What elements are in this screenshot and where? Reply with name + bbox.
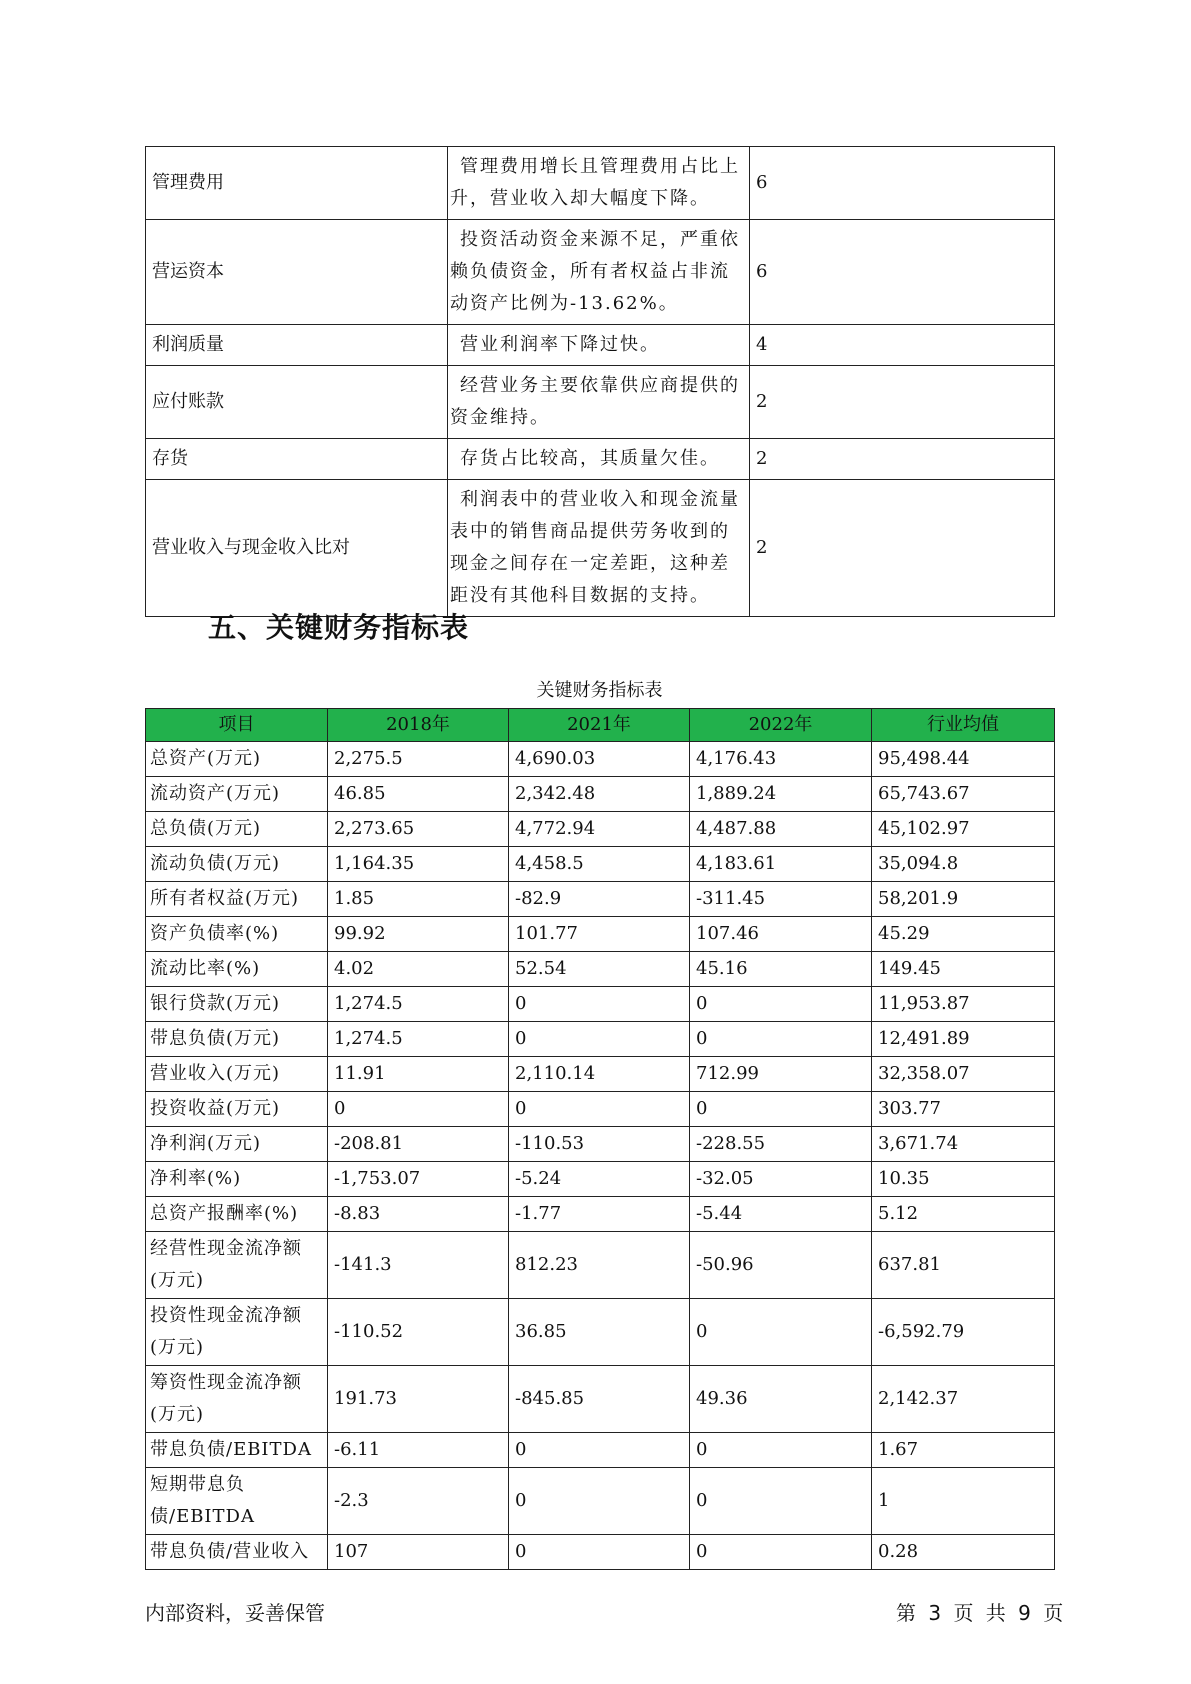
kpi-row xyxy=(146,777,1055,812)
kpi-2022: 0 xyxy=(690,1468,872,1535)
risk-score: 2 xyxy=(750,480,1055,617)
kpi-row xyxy=(146,1197,1055,1232)
kpi-header-item: 项目 xyxy=(146,709,328,742)
kpi-industry-avg: 149.45 xyxy=(872,952,1055,987)
kpi-2021: 2,342.48 xyxy=(509,777,690,812)
kpi-label: 短期带息负债/EBITDA xyxy=(146,1468,328,1535)
risk-row xyxy=(146,439,1055,480)
kpi-table xyxy=(145,708,1055,1570)
kpi-label: 总负债(万元) xyxy=(146,812,328,847)
kpi-2018: 4.02 xyxy=(328,952,509,987)
kpi-industry-avg: 0.28 xyxy=(872,1535,1055,1570)
kpi-2018: 46.85 xyxy=(328,777,509,812)
kpi-industry-avg: -6,592.79 xyxy=(872,1299,1055,1366)
kpi-industry-avg: 1 xyxy=(872,1468,1055,1535)
kpi-2022: 0 xyxy=(690,1092,872,1127)
kpi-row xyxy=(146,1535,1055,1570)
risk-score: 6 xyxy=(750,220,1055,325)
kpi-row xyxy=(146,847,1055,882)
kpi-2018: -141.3 xyxy=(328,1232,509,1299)
kpi-2018: -110.52 xyxy=(328,1299,509,1366)
risk-item: 管理费用 xyxy=(146,147,448,220)
kpi-row xyxy=(146,1057,1055,1092)
kpi-2018: 99.92 xyxy=(328,917,509,952)
kpi-label: 净利率(%) xyxy=(146,1162,328,1197)
kpi-2021: 812.23 xyxy=(509,1232,690,1299)
kpi-2022: -311.45 xyxy=(690,882,872,917)
risk-description: 利润表中的营业收入和现金流量表中的销售商品提供劳务收到的现金之间存在一定差距，这种差距没有其他科目数据的支持。 xyxy=(448,480,750,617)
kpi-industry-avg: 637.81 xyxy=(872,1232,1055,1299)
risk-row xyxy=(146,147,1055,220)
risk-item: 应付账款 xyxy=(146,366,448,439)
risk-item: 营业收入与现金收入比对 xyxy=(146,480,448,617)
risk-row xyxy=(146,366,1055,439)
kpi-row xyxy=(146,882,1055,917)
kpi-header-row xyxy=(146,709,1055,742)
kpi-2021: 4,458.5 xyxy=(509,847,690,882)
risk-row xyxy=(146,325,1055,366)
kpi-header-2022: 2022年 xyxy=(690,709,872,742)
kpi-label: 带息负债/EBITDA xyxy=(146,1433,328,1468)
kpi-2022: 0 xyxy=(690,1022,872,1057)
kpi-2018: 1,164.35 xyxy=(328,847,509,882)
risk-item: 存货 xyxy=(146,439,448,480)
footer-confidential: 内部资料，妥善保管 xyxy=(145,1601,325,1625)
kpi-label: 总资产报酬率(%) xyxy=(146,1197,328,1232)
kpi-label: 营业收入(万元) xyxy=(146,1057,328,1092)
risk-score: 2 xyxy=(750,439,1055,480)
kpi-2022: 49.36 xyxy=(690,1366,872,1433)
kpi-2022: 712.99 xyxy=(690,1057,872,1092)
kpi-industry-avg: 12,491.89 xyxy=(872,1022,1055,1057)
kpi-2021: -82.9 xyxy=(509,882,690,917)
table-caption: 关键财务指标表 xyxy=(536,680,663,701)
kpi-2018: -2.3 xyxy=(328,1468,509,1535)
kpi-label: 总资产(万元) xyxy=(146,742,328,777)
kpi-label: 投资性现金流净额(万元) xyxy=(146,1299,328,1366)
kpi-2021: 0 xyxy=(509,1433,690,1468)
kpi-2021: 36.85 xyxy=(509,1299,690,1366)
kpi-table-body xyxy=(146,742,1055,1570)
kpi-2021: 0 xyxy=(509,1468,690,1535)
kpi-industry-avg: 11,953.87 xyxy=(872,987,1055,1022)
kpi-industry-avg: 3,671.74 xyxy=(872,1127,1055,1162)
section-title: 五、关键财务指标表 xyxy=(208,611,470,644)
kpi-2022: 0 xyxy=(690,1299,872,1366)
kpi-2021: -845.85 xyxy=(509,1366,690,1433)
kpi-2022: -50.96 xyxy=(690,1232,872,1299)
kpi-industry-avg: 65,743.67 xyxy=(872,777,1055,812)
kpi-label: 经营性现金流净额(万元) xyxy=(146,1232,328,1299)
kpi-industry-avg: 35,094.8 xyxy=(872,847,1055,882)
kpi-2018: -1,753.07 xyxy=(328,1162,509,1197)
kpi-2018: 1,274.5 xyxy=(328,1022,509,1057)
kpi-header-2018: 2018年 xyxy=(328,709,509,742)
risk-item: 利润质量 xyxy=(146,325,448,366)
kpi-row xyxy=(146,1299,1055,1366)
kpi-2018: 11.91 xyxy=(328,1057,509,1092)
risk-score: 6 xyxy=(750,147,1055,220)
risk-description: 经营业务主要依靠供应商提供的资金维持。 xyxy=(448,366,750,439)
kpi-industry-avg: 45,102.97 xyxy=(872,812,1055,847)
kpi-label: 所有者权益(万元) xyxy=(146,882,328,917)
kpi-industry-avg: 45.29 xyxy=(872,917,1055,952)
kpi-2021: 2,110.14 xyxy=(509,1057,690,1092)
kpi-2022: 4,176.43 xyxy=(690,742,872,777)
kpi-row xyxy=(146,987,1055,1022)
kpi-header-industry-avg: 行业均值 xyxy=(872,709,1055,742)
kpi-2021: 101.77 xyxy=(509,917,690,952)
kpi-industry-avg: 58,201.9 xyxy=(872,882,1055,917)
kpi-row xyxy=(146,952,1055,987)
kpi-2021: 0 xyxy=(509,987,690,1022)
kpi-industry-avg: 2,142.37 xyxy=(872,1366,1055,1433)
kpi-industry-avg: 32,358.07 xyxy=(872,1057,1055,1092)
kpi-row xyxy=(146,1232,1055,1299)
risk-table-body xyxy=(146,147,1055,617)
kpi-2021: 4,772.94 xyxy=(509,812,690,847)
kpi-2022: 0 xyxy=(690,987,872,1022)
kpi-industry-avg: 303.77 xyxy=(872,1092,1055,1127)
kpi-row xyxy=(146,1162,1055,1197)
risk-description: 投资活动资金来源不足，严重依赖负债资金，所有者权益占非流动资产比例为-13.62%。 xyxy=(448,220,750,325)
kpi-2022: -228.55 xyxy=(690,1127,872,1162)
kpi-label: 银行贷款(万元) xyxy=(146,987,328,1022)
kpi-row xyxy=(146,742,1055,777)
kpi-label: 资产负债率(%) xyxy=(146,917,328,952)
kpi-label: 流动资产(万元) xyxy=(146,777,328,812)
kpi-row xyxy=(146,1433,1055,1468)
kpi-2018: -208.81 xyxy=(328,1127,509,1162)
kpi-2018: 191.73 xyxy=(328,1366,509,1433)
kpi-label: 投资收益(万元) xyxy=(146,1092,328,1127)
kpi-label: 流动比率(%) xyxy=(146,952,328,987)
kpi-row xyxy=(146,1092,1055,1127)
kpi-row xyxy=(146,917,1055,952)
risk-row xyxy=(146,480,1055,617)
footer-page-number: 第 3 页 共 9 页 xyxy=(896,1601,1064,1625)
kpi-industry-avg: 10.35 xyxy=(872,1162,1055,1197)
kpi-industry-avg: 95,498.44 xyxy=(872,742,1055,777)
kpi-2021: -110.53 xyxy=(509,1127,690,1162)
kpi-row xyxy=(146,812,1055,847)
risk-score: 2 xyxy=(750,366,1055,439)
kpi-label: 带息负债(万元) xyxy=(146,1022,328,1057)
kpi-2021: 0 xyxy=(509,1092,690,1127)
kpi-2018: 107 xyxy=(328,1535,509,1570)
kpi-row xyxy=(146,1022,1055,1057)
risk-table xyxy=(145,146,1055,617)
kpi-label: 带息负债/营业收入 xyxy=(146,1535,328,1570)
kpi-2022: 4,183.61 xyxy=(690,847,872,882)
kpi-2022: 45.16 xyxy=(690,952,872,987)
kpi-2022: 1,889.24 xyxy=(690,777,872,812)
kpi-2018: -8.83 xyxy=(328,1197,509,1232)
kpi-row xyxy=(146,1366,1055,1433)
kpi-2021: -5.24 xyxy=(509,1162,690,1197)
kpi-2021: 0 xyxy=(509,1022,690,1057)
risk-item: 营运资本 xyxy=(146,220,448,325)
kpi-2018: 0 xyxy=(328,1092,509,1127)
risk-row xyxy=(146,220,1055,325)
kpi-industry-avg: 5.12 xyxy=(872,1197,1055,1232)
risk-description: 营业利润率下降过快。 xyxy=(448,325,750,366)
kpi-2022: 107.46 xyxy=(690,917,872,952)
kpi-label: 筹资性现金流净额(万元) xyxy=(146,1366,328,1433)
kpi-2018: 2,273.65 xyxy=(328,812,509,847)
kpi-2018: 1,274.5 xyxy=(328,987,509,1022)
risk-description: 存货占比较高，其质量欠佳。 xyxy=(448,439,750,480)
kpi-row xyxy=(146,1127,1055,1162)
kpi-2022: 0 xyxy=(690,1433,872,1468)
kpi-industry-avg: 1.67 xyxy=(872,1433,1055,1468)
kpi-2018: 1.85 xyxy=(328,882,509,917)
kpi-table-header xyxy=(146,709,1055,742)
kpi-header-2021: 2021年 xyxy=(509,709,690,742)
kpi-row xyxy=(146,1468,1055,1535)
kpi-2021: 52.54 xyxy=(509,952,690,987)
kpi-2021: 4,690.03 xyxy=(509,742,690,777)
kpi-2021: 0 xyxy=(509,1535,690,1570)
kpi-2022: 0 xyxy=(690,1535,872,1570)
kpi-2022: 4,487.88 xyxy=(690,812,872,847)
kpi-2022: -5.44 xyxy=(690,1197,872,1232)
risk-description: 管理费用增长且管理费用占比上升，营业收入却大幅度下降。 xyxy=(448,147,750,220)
kpi-2022: -32.05 xyxy=(690,1162,872,1197)
risk-score: 4 xyxy=(750,325,1055,366)
kpi-2021: -1.77 xyxy=(509,1197,690,1232)
kpi-2018: -6.11 xyxy=(328,1433,509,1468)
kpi-label: 净利润(万元) xyxy=(146,1127,328,1162)
kpi-label: 流动负债(万元) xyxy=(146,847,328,882)
kpi-2018: 2,275.5 xyxy=(328,742,509,777)
